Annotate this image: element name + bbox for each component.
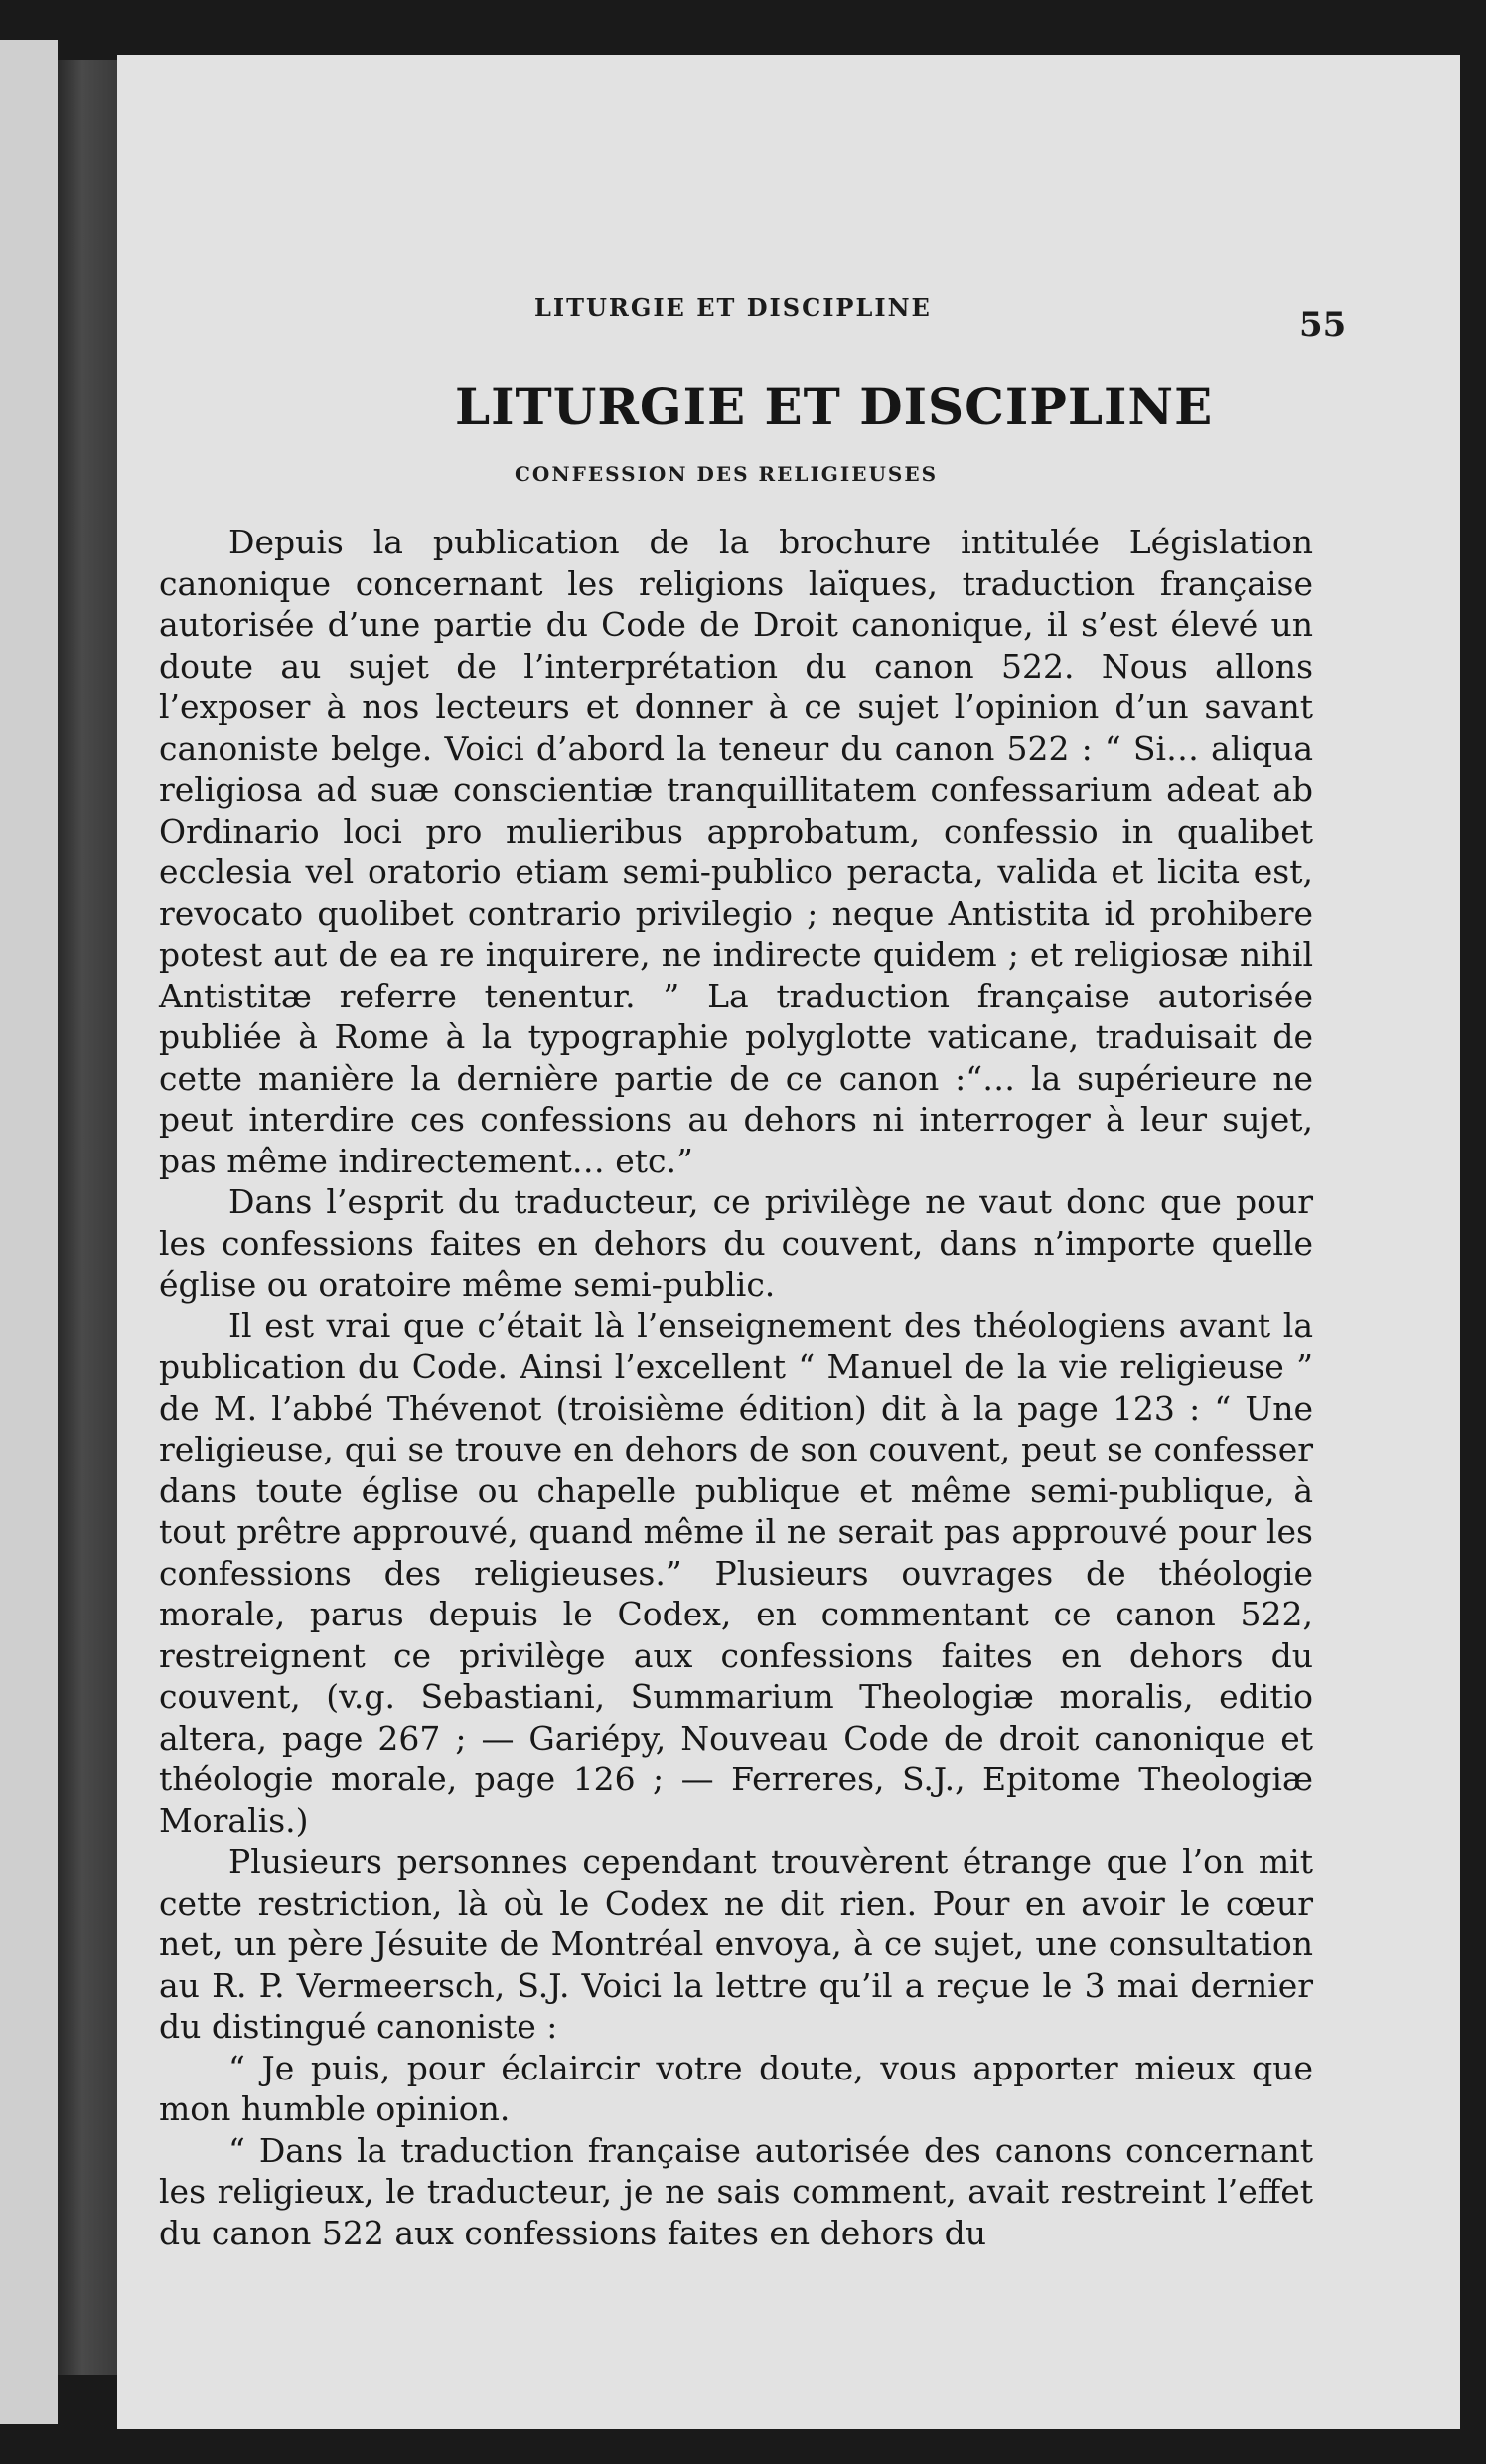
paragraph: Dans l’esprit du traducteur, ce privilège ne vaut donc que pour les confessions faites en dehors du couvent, dans n’importe quelle église ou oratoire même semi-public.	[159, 1182, 1313, 1304]
paragraph: Il est vrai que c’était là l’enseignement des théologiens avant la publication du Code. Ainsi l’excellent “ Manuel de la vie religieuse ” de M. l’abbé Thévenot (troisième édition) dit à la page 123 : “ Une religieuse, qui se trouve en dehors de son couvent, peut se confesser dans toute église ou chapelle publique et même semi-publique, à tout prêtre approuvé, quand même il ne serait pas approuvé pour les confessions des religieuses.” Plusieurs ouvrages de théologie morale, parus depuis le Codex, en commentant ce canon 522, restreignent ce privilège aux confessions faites en dehors du couvent, (v.g. Sebastiani, Summarium Theologiæ moralis, editio altera, page 267 ; — Gariépy, Nouveau Code de droit canonique et théologie morale, page 126 ; — Ferreres, S.J., Epitome Theologiæ Moralis.)	[159, 1306, 1313, 1840]
paragraph: “ Je puis, pour éclaircir votre doute, vous apporter mieux que mon humble opinion.	[159, 2048, 1313, 2128]
page-title: LITURGIE ET DISCIPLINE	[455, 378, 1214, 436]
paragraph: “ Dans la traduction française autorisée des canons concernant les religieux, le traducteur, je ne sais comment, avait restreint l’effet du canon 522 aux confessions faites en dehors du	[159, 2130, 1313, 2252]
paragraph: Plusieurs personnes cependant trouvèrent étrange que l’on mit cette restriction, là où le Codex ne dit rien. Pour en avoir le cœur net, un père Jésuite de Montréal envoya, à ce sujet, une consultation au R. P. Vermeersch, S.J. Voici la lettre qu’il a reçue le 3 mai dernier du distingué canoniste :	[159, 1842, 1313, 2046]
running-head: LITURGIE ET DISCIPLINE	[534, 293, 932, 322]
page-number: 55	[1299, 305, 1347, 345]
book-page	[117, 55, 1460, 2429]
section-subtitle: CONFESSION DES RELIGIEUSES	[515, 462, 939, 486]
body-text	[159, 522, 1313, 2253]
paragraph: Depuis la publication de la brochure intitulée Législation canonique concernant les religions laïques, traduction française autorisée d’une partie du Code de Droit canonique, il s’est élevé un doute au sujet de l’interprétation du canon 522. Nous allons l’exposer à nos lecteurs et donner à ce sujet l’opinion d’un savant canoniste belge. Voici d’abord la teneur du canon 522 : “ Si… aliqua religiosa ad suæ conscientiæ tranquillitatem confessarium adeat ab Ordinario loci pro mulieribus approbatum, confessio in qualibet ecclesia vel oratorio etiam semi-publico peracta, valida et licita est, revocato quolibet contrario privilegio ; neque Antistita id prohibere potest aut de ea re inquirere, ne indirecte quidem ; et religiosæ nihil Antistitæ referre tenentur. ” La traduction française autorisée publiée à Rome à la typographie polyglotte vaticane, traduisait de cette manière la dernière partie de ce canon :“… la supérieure ne peut interdire ces confessions au dehors ni interroger à leur sujet, pas même indirectement… etc.”	[159, 523, 1313, 1180]
book-spine	[58, 60, 119, 2375]
facing-page-edge	[0, 40, 58, 2424]
